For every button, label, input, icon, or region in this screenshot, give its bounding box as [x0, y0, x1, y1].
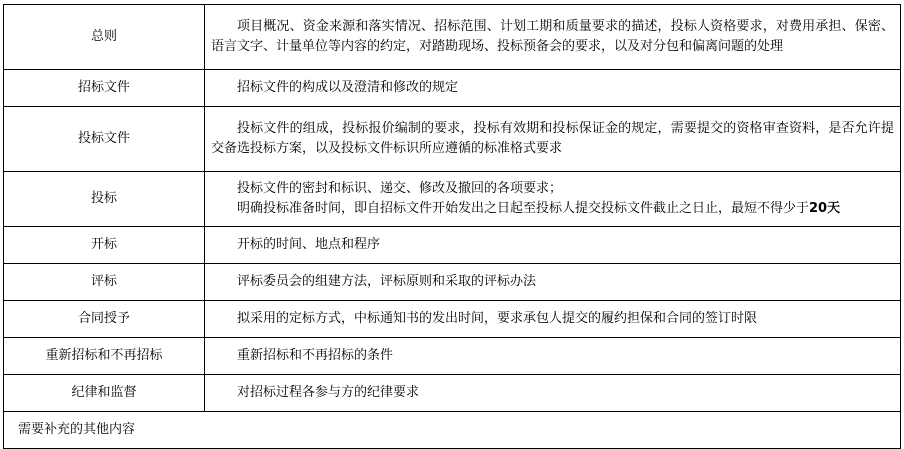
row-description: 评标委员会的组建方法，评标原则和采取的评标办法: [205, 264, 901, 301]
table-row: [4, 70, 901, 107]
row-description: 对招标过程各参与方的纪律要求: [205, 375, 901, 412]
table-footer-row: [4, 412, 901, 449]
table-row: [4, 375, 901, 412]
table-row: [4, 264, 901, 301]
row-description-line-1: 投标文件的密封和标识、递交、修改及撤回的各项要求；: [237, 180, 563, 196]
row-label: 合同授予: [4, 301, 205, 338]
row-description: 项目概况、资金来源和落实情况、招标范围、计划工期和质量要求的描述，投标人资格要求，对费用承担、保密、语言文字、计量单位等内容的约定，对踏勘现场、投标预备会的要求，以及对分包和偏离问题的处理: [205, 5, 901, 70]
row-description: 投标文件的组成，投标报价编制的要求，投标有效期和投标保证金的规定，需要提交的资格审查资料，是否允许提交备选投标方案，以及投标文件标识所应遵循的标准格式要求: [205, 107, 901, 172]
row-description-line-2: 明确投标准备时间，即自招标文件开始发出之日起至投标人提交投标文件截止之日止，最短不得少于20天: [237, 201, 841, 216]
table-row: [4, 338, 901, 375]
table-row: [4, 227, 901, 264]
footer-note: 需要补充的其他内容: [4, 412, 901, 449]
table-row: [4, 107, 901, 172]
row-label: 重新招标和不再招标: [4, 338, 205, 375]
requirements-table: [3, 4, 901, 449]
row-label: 招标文件: [4, 70, 205, 107]
row-label: 总则: [4, 5, 205, 70]
emphasized-duration: 20天: [809, 201, 841, 216]
row-description: 开标的时间、地点和程序: [205, 227, 901, 264]
row-description: 重新招标和不再招标的条件: [205, 338, 901, 375]
row-label: 投标: [4, 172, 205, 227]
row-label: 开标: [4, 227, 205, 264]
row-label: 投标文件: [4, 107, 205, 172]
row-description: 招标文件的构成以及澄清和修改的规定: [205, 70, 901, 107]
row-description: [205, 172, 901, 227]
row-label: 评标: [4, 264, 205, 301]
table-body: [4, 5, 901, 449]
row-description: 拟采用的定标方式，中标通知书的发出时间，要求承包人提交的履约担保和合同的签订时限: [205, 301, 901, 338]
row-label: 纪律和监督: [4, 375, 205, 412]
table-row: [4, 172, 901, 227]
table-row: [4, 301, 901, 338]
table-row: [4, 5, 901, 70]
